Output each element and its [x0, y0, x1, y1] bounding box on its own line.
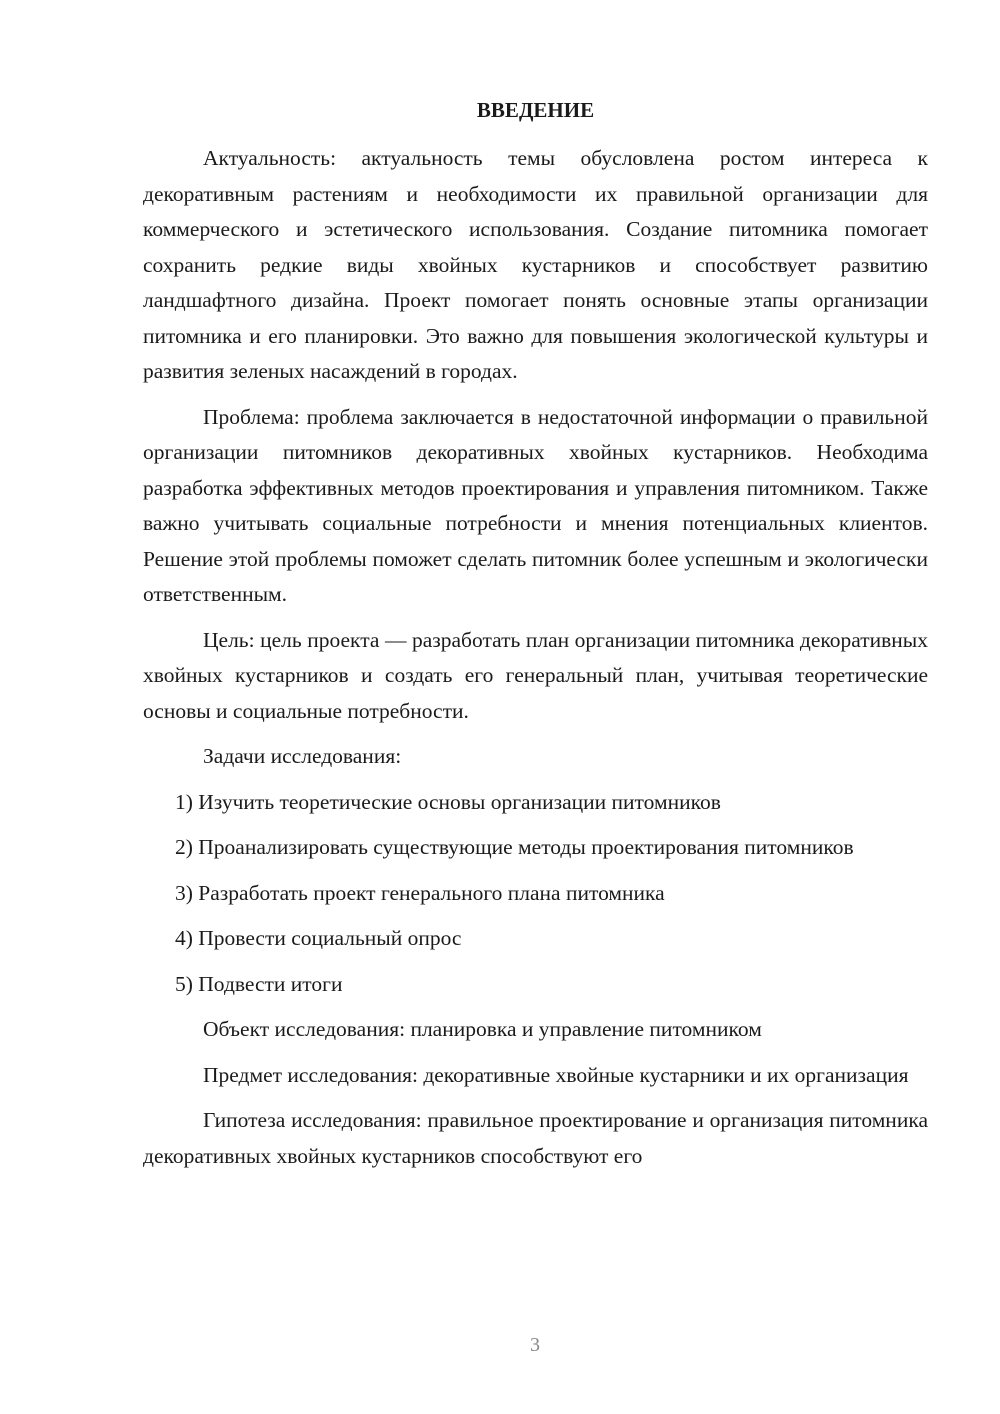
document-body — [143, 141, 928, 1184]
task-item-3: 3) Разработать проект генерального плана питомника — [175, 880, 665, 905]
paragraph-hypothesis: Гипотеза исследования: правильное проектирование и организация питомника декоративных хвойных кустарников способствуют его — [143, 1108, 928, 1168]
task-item-4: 4) Провести социальный опрос — [175, 926, 462, 950]
task-item-5: 5) Подвести итоги — [175, 971, 343, 996]
paragraph-object: Объект исследования: планировка и управление питомником — [203, 1017, 762, 1041]
paragraph-problem: Проблема: проблема заключается в недостаточной информации о правильной организации питомников декоративных хвойных кустарников. Необходима разработка эффективных методов проектирования и управления питомником. Также важно учитывать социальные потребности и мнения потенциальных клиентов. Решение этой проблемы поможет сделать питомник более успешным и экологически ответственным. — [143, 404, 928, 606]
page-number: 3 — [530, 1334, 540, 1356]
paragraph-tasks-heading: Задачи исследования: — [203, 744, 402, 768]
task-item-2: 2) Проанализировать существующие методы проектирования питомников — [175, 835, 854, 859]
paragraph-subject: Предмет исследования: декоративные хвойные кустарники и их организация — [203, 1062, 909, 1087]
task-item-1: 1) Изучить теоретические основы организации питомников — [175, 789, 721, 814]
paragraph-relevance: Актуальность: актуальность темы обусловлена ростом интереса к декоративным растениям и необходимости их правильной организации для коммерческого и эстетического использования. Создание питомника помогает сохранить редкие виды хвойных кустарников и способствует развитию ландшафтного дизайна. Проект помогает понять основные этапы организации питомника и его планировки. Это важно для повышения экологической культуры и развития зеленых насаждений в городах. — [143, 146, 928, 383]
page-title: ВВЕДЕНИЕ — [476, 98, 595, 122]
paragraph-goal: Цель: цель проекта — разработать план организации питомника декоративных хвойных кустарников и создать его генеральный план, учитывая теоретические основы и социальные потребности. — [143, 627, 928, 723]
